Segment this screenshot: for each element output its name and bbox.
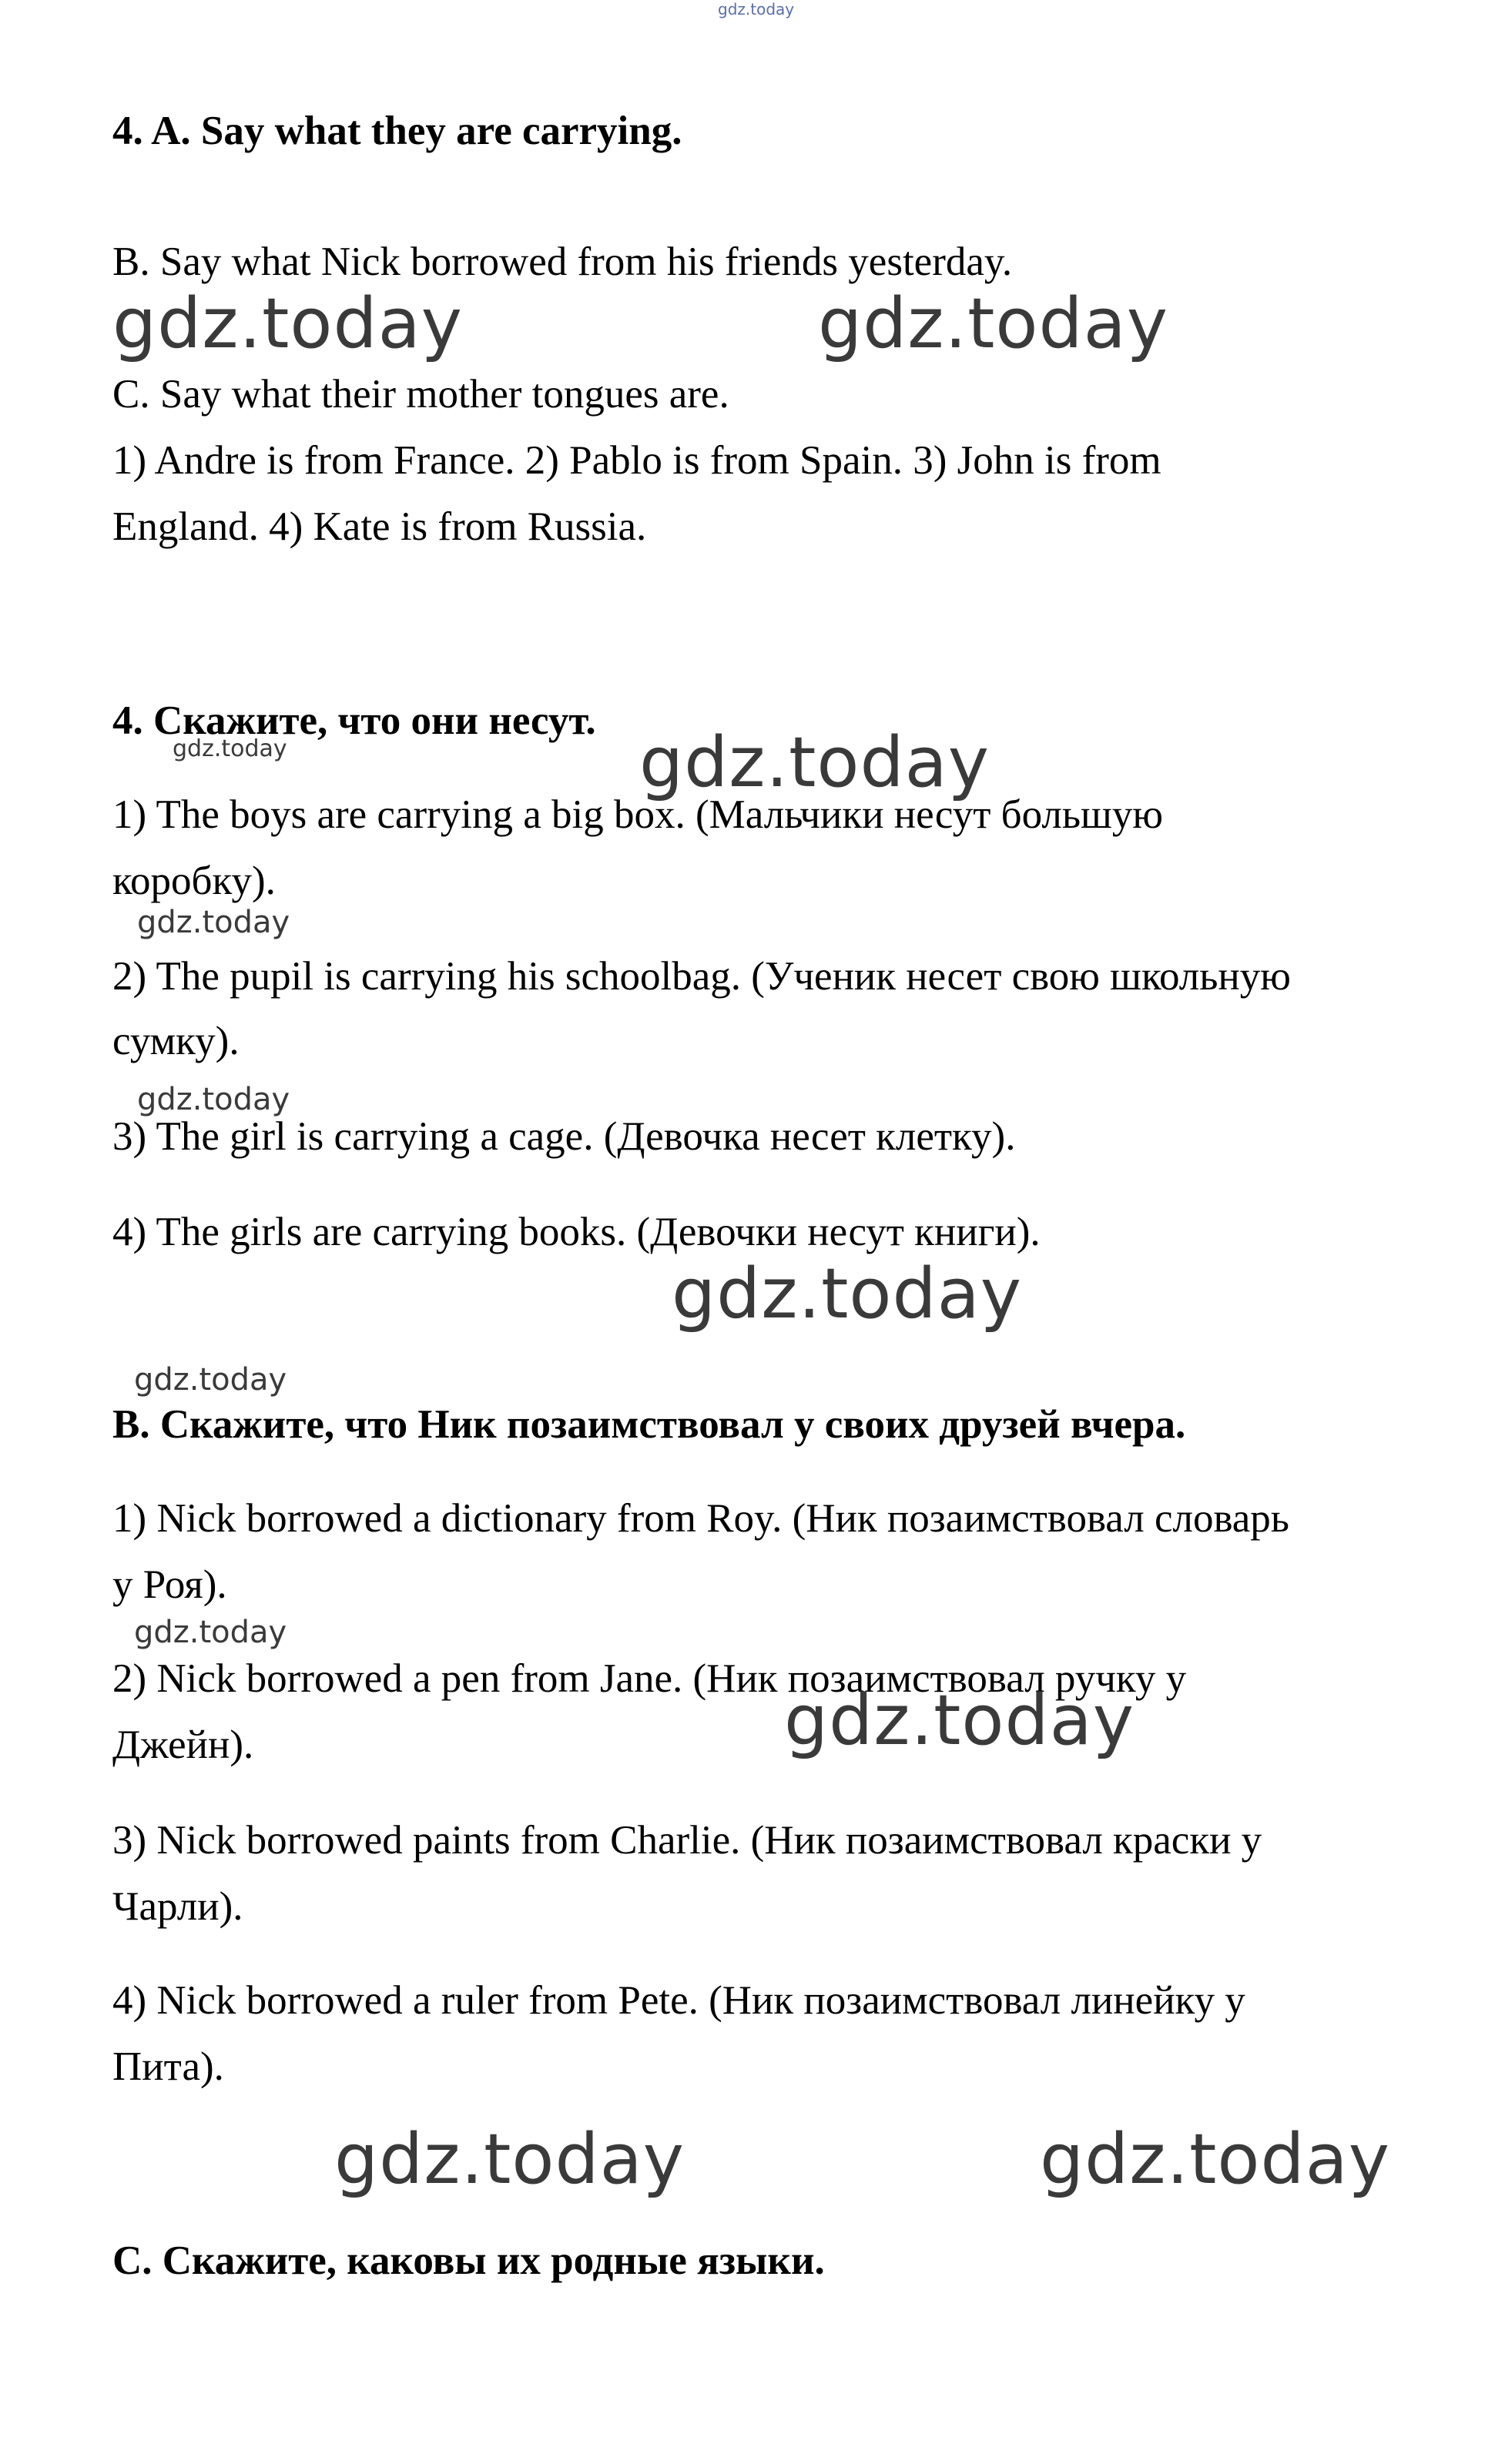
answer-b-line: 4) Nick borrowed a ruler from Pete. (Ник позаимствовал линейку у [112,1978,1245,2023]
answer-a-line: коробку). [112,859,276,903]
task-c-heading: C. Say what their mother tongues are. [112,372,729,417]
watermark-logo: gdz.today [334,2119,685,2200]
answer-b-line: 2) Nick borrowed a pen from Jane. (Ник позаимствовал ручку у [112,1656,1187,1701]
watermark-logo: gdz.today [1040,2119,1391,2200]
watermark-logo: gdz.today [639,722,990,803]
watermark-logo: gdz.today [173,735,287,762]
watermark-logo: gdz.today [137,905,290,940]
watermark-logo: gdz.today [718,0,795,18]
answer-b-line: Чарли). [112,1884,243,1929]
answer-b-line: 1) Nick borrowed a dictionary from Roy. (Ник позаимствовал словарь [112,1496,1289,1541]
task-c-text-line: 1) Andre is from France. 2) Pablo is from Spain. 3) John is from [112,438,1161,483]
task-b-heading: B. Say what Nick borrowed from his friends yesterday. [112,239,1013,284]
answer-a-heading: 4. Скажите, что они несут. [112,698,596,743]
answer-b-line: Джейн). [112,1722,254,1767]
answer-a-line: 3) The girl is carrying a cage. (Девочка несет клетку). [112,1114,1016,1159]
answer-c-heading: C. Скажите, каковы их родные языки. [112,2238,825,2283]
task-a-heading: 4. A. Say what they are carrying. [112,109,682,153]
answer-b-line: у Роя). [112,1562,227,1607]
watermark-logo: gdz.today [137,1082,290,1117]
watermark-logo: gdz.today [134,1615,287,1650]
answer-a-line: 2) The pupil is carrying his schoolbag. (Ученик несет свою школьную [112,954,1291,999]
watermark-logo: gdz.today [784,1680,1135,1761]
watermark-logo: gdz.today [134,1362,287,1398]
answer-a-line: 4) The girls are carrying books. (Девочки несут книги). [112,1210,1041,1254]
watermark-logo: gdz.today [672,1254,1023,1334]
answer-a-line: сумку). [112,1019,240,1063]
answer-a-line: 1) The boys are carrying a big box. (Мальчики несут большую [112,792,1163,837]
answer-b-line: 3) Nick borrowed paints from Charlie. (Ник позаимствовал краски у [112,1818,1262,1863]
answer-b-line: Пита). [112,2044,224,2089]
task-c-text-line: England. 4) Kate is from Russia. [112,504,647,549]
watermark-logo: gdz.today [112,283,464,364]
answer-b-heading: B. Скажите, что Ник позаимствовал у своих друзей вчера. [112,1402,1186,1447]
watermark-logo: gdz.today [818,283,1169,364]
